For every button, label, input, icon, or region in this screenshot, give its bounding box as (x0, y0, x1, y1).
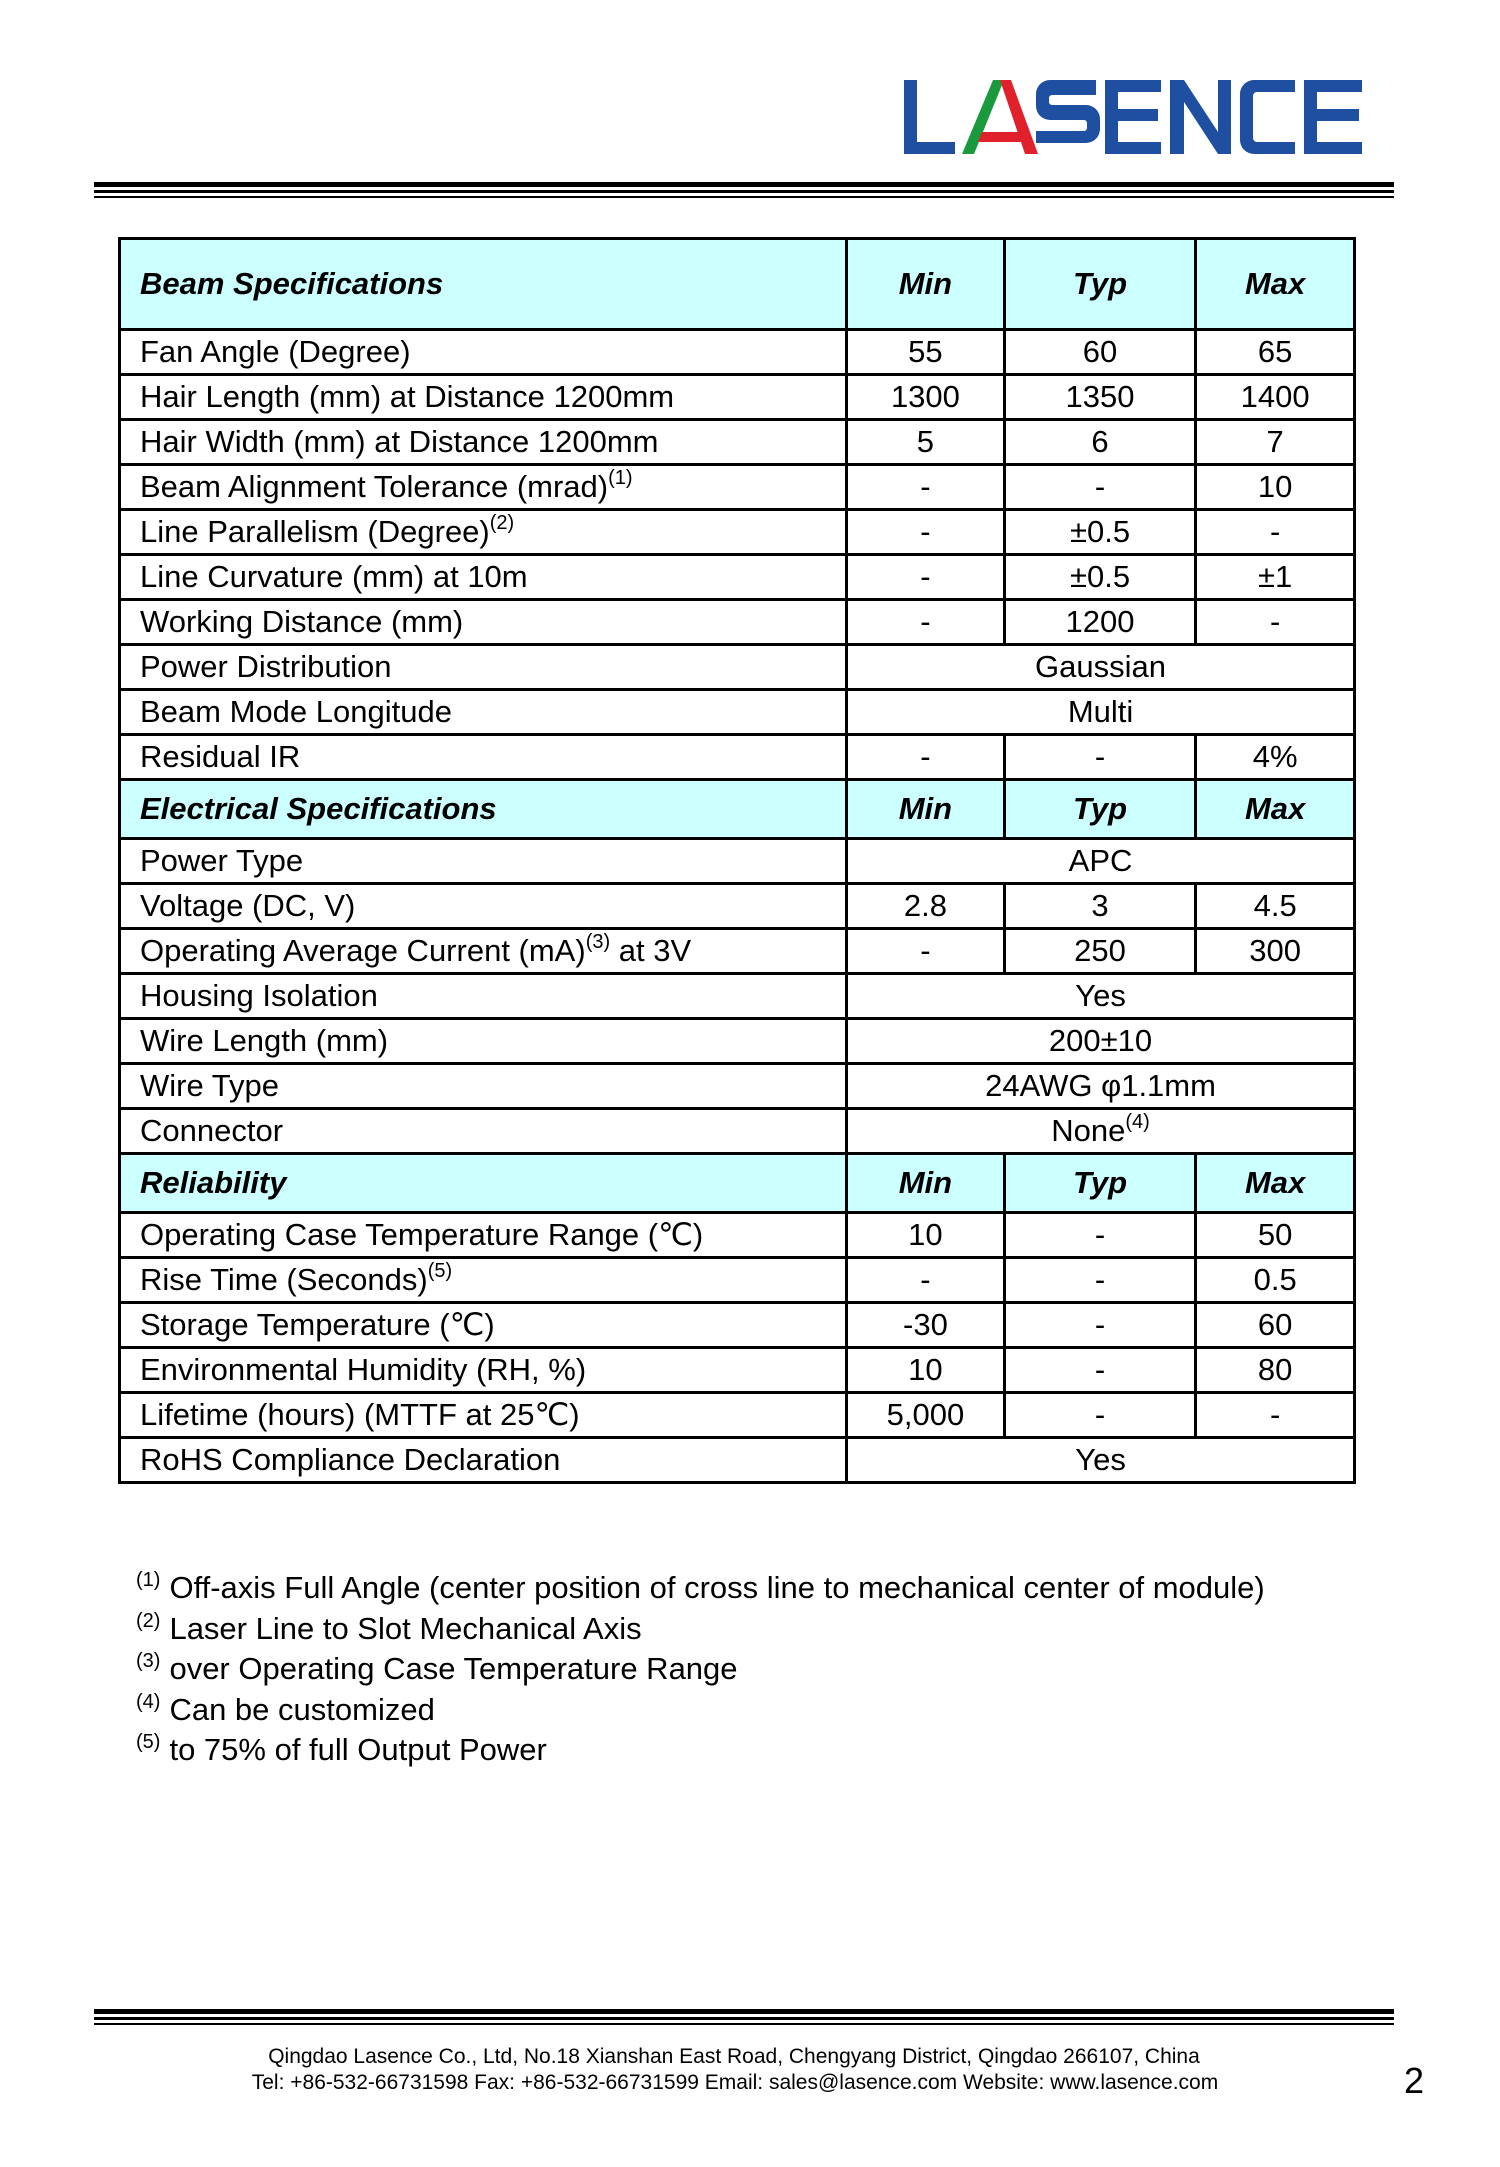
row-label: Hair Width (mm) at Distance 1200mm (120, 420, 847, 465)
logo-text: LASENCE (900, 76, 905, 77)
spec-table (118, 237, 1356, 1484)
max-value: 60 (1196, 1303, 1355, 1348)
typ-value: - (1004, 735, 1196, 780)
min-value: - (847, 555, 1005, 600)
min-value: 10 (847, 1348, 1005, 1393)
row-label: Wire Type (120, 1064, 847, 1109)
max-value: 300 (1196, 929, 1355, 974)
footer-contact: Tel: +86-532-66731598 Fax: +86-532-66731599 Email: sales@lasence.com Website: www.lasence.com (251, 2071, 1219, 2094)
footnote: $^{(5)}$ to 75% of full Output Power (136, 1731, 547, 1767)
row-label: Housing Isolation (120, 974, 847, 1019)
column-header-min: Min (847, 1154, 1005, 1213)
max-value: 65 (1196, 330, 1355, 375)
max-value: 50 (1196, 1213, 1355, 1258)
row-label: Operating Case Temperature Range (℃) (120, 1213, 847, 1258)
min-value: - (847, 600, 1005, 645)
table-row (120, 1393, 1355, 1438)
value-cell: Yes (847, 1438, 1355, 1483)
max-value: 80 (1196, 1348, 1355, 1393)
row-label: Storage Temperature (℃) (120, 1303, 847, 1348)
table-row (120, 645, 1355, 690)
typ-value: - (1004, 465, 1196, 510)
row-label: Power Distribution (120, 645, 847, 690)
row-label: Power Type (120, 839, 847, 884)
row-label: Residual IR (120, 735, 847, 780)
header-rule (94, 182, 1394, 198)
row-label: Connector (120, 1109, 847, 1154)
min-value: -30 (847, 1303, 1005, 1348)
value-cell: Multi (847, 690, 1355, 735)
table-row (120, 929, 1355, 974)
max-value: 4.5 (1196, 884, 1355, 929)
lasence-logo (900, 76, 1370, 158)
column-header-min: Min (847, 780, 1005, 839)
min-value: - (847, 1258, 1005, 1303)
typ-value: ±0.5 (1004, 510, 1196, 555)
min-value: 2.8 (847, 884, 1005, 929)
min-value: 55 (847, 330, 1005, 375)
footnote: $^{(1)}$ Off-axis Full Angle (center position of cross line to mechanical center of module) (136, 1569, 1265, 1605)
table-row (120, 1064, 1355, 1109)
typ-value: - (1004, 1258, 1196, 1303)
typ-value: ±0.5 (1004, 555, 1196, 600)
page-number: 2 (1404, 2060, 1425, 2101)
table-row (120, 465, 1355, 510)
column-header-max: Max (1196, 1154, 1355, 1213)
row-label: Wire Length (mm) (120, 1019, 847, 1064)
footnote: $^{(4)}$ Can be customized (136, 1690, 435, 1727)
value-cell: Gaussian (847, 645, 1355, 690)
max-value: - (1196, 1393, 1355, 1438)
max-value: 4% (1196, 735, 1355, 780)
section-title: Electrical Specifications (120, 780, 847, 839)
section-header-row (120, 239, 1355, 330)
max-value: 1400 (1196, 375, 1355, 420)
typ-value: - (1004, 1393, 1196, 1438)
max-value: 10 (1196, 465, 1355, 510)
table-row (120, 690, 1355, 735)
value-cell: APC (847, 839, 1355, 884)
table-row (120, 1438, 1355, 1483)
column-header-typ: Typ (1004, 780, 1196, 839)
min-value: - (847, 929, 1005, 974)
row-label: Lifetime (hours) (MTTF at 25℃) (120, 1393, 847, 1438)
footer-rule (94, 2009, 1394, 2025)
row-label: Voltage (DC, V) (120, 884, 847, 929)
table-row (120, 1303, 1355, 1348)
row-label: Line Parallelism (Degree)$^{(2)}$ (120, 510, 847, 555)
min-value: - (847, 735, 1005, 780)
section-header-row (120, 1154, 1355, 1213)
row-label: Beam Alignment Tolerance (mrad)$^{(1)}$ (120, 465, 847, 510)
value-cell: 200±10 (847, 1019, 1355, 1064)
column-header-min: Min (847, 239, 1005, 330)
typ-value: 60 (1004, 330, 1196, 375)
typ-value: 1200 (1004, 600, 1196, 645)
table-row (120, 555, 1355, 600)
footnote: $^{(2)}$ Laser Line to Slot Mechanical Axis (136, 1609, 642, 1646)
typ-value: 1350 (1004, 375, 1196, 420)
min-value: 5,000 (847, 1393, 1005, 1438)
section-header-row (120, 780, 1355, 839)
typ-value: 3 (1004, 884, 1196, 929)
column-header-typ: Typ (1004, 1154, 1196, 1213)
row-label: Fan Angle (Degree) (120, 330, 847, 375)
column-header-max: Max (1196, 780, 1355, 839)
table-row (120, 1348, 1355, 1393)
row-label: Line Curvature (mm) at 10m (120, 555, 847, 600)
typ-value: - (1004, 1348, 1196, 1393)
section-title: Reliability (120, 1154, 847, 1213)
table-row (120, 330, 1355, 375)
min-value: 1300 (847, 375, 1005, 420)
table-row (120, 375, 1355, 420)
table-row (120, 974, 1355, 1019)
min-value: 10 (847, 1213, 1005, 1258)
min-value: - (847, 510, 1005, 555)
value-cell: None$^{(4)}$ (847, 1109, 1355, 1154)
row-label: Hair Length (mm) at Distance 1200mm (120, 375, 847, 420)
row-label: Beam Mode Longitude (120, 690, 847, 735)
table-row (120, 510, 1355, 555)
typ-value: 6 (1004, 420, 1196, 465)
row-label: Environmental Humidity (RH, %) (120, 1348, 847, 1393)
typ-value: 250 (1004, 929, 1196, 974)
value-cell: Yes (847, 974, 1355, 1019)
row-label: RoHS Compliance Declaration (120, 1438, 847, 1483)
footnote: $^{(3)}$ over Operating Case Temperature Range (136, 1650, 738, 1686)
table-row (120, 1258, 1355, 1303)
table-row (120, 735, 1355, 780)
max-value: 0.5 (1196, 1258, 1355, 1303)
table-row (120, 1019, 1355, 1064)
row-label: Working Distance (mm) (120, 600, 847, 645)
typ-value: - (1004, 1303, 1196, 1348)
typ-value: - (1004, 1213, 1196, 1258)
table-row (120, 420, 1355, 465)
min-value: - (847, 465, 1005, 510)
column-header-max: Max (1196, 239, 1355, 330)
max-value: - (1196, 600, 1355, 645)
table-row (120, 884, 1355, 929)
section-title: Beam Specifications (120, 239, 847, 330)
min-value: 5 (847, 420, 1005, 465)
max-value: ±1 (1196, 555, 1355, 600)
value-cell: 24AWG φ1.1mm (847, 1064, 1355, 1109)
footer-address: Qingdao Lasence Co., Ltd, No.18 Xianshan East Road, Chengyang District, Qingdao 266107, China (268, 2045, 1200, 2068)
table-row (120, 1213, 1355, 1258)
row-label: Operating Average Current (mA)$^{(3)}$ at 3V (120, 929, 847, 974)
footnotes (136, 1568, 1265, 1771)
column-header-typ: Typ (1004, 239, 1196, 330)
table-row (120, 600, 1355, 645)
table-row (120, 839, 1355, 884)
max-value: 7 (1196, 420, 1355, 465)
max-value: - (1196, 510, 1355, 555)
row-label: Rise Time (Seconds)$^{(5)}$ (120, 1258, 847, 1303)
table-row (120, 1109, 1355, 1154)
